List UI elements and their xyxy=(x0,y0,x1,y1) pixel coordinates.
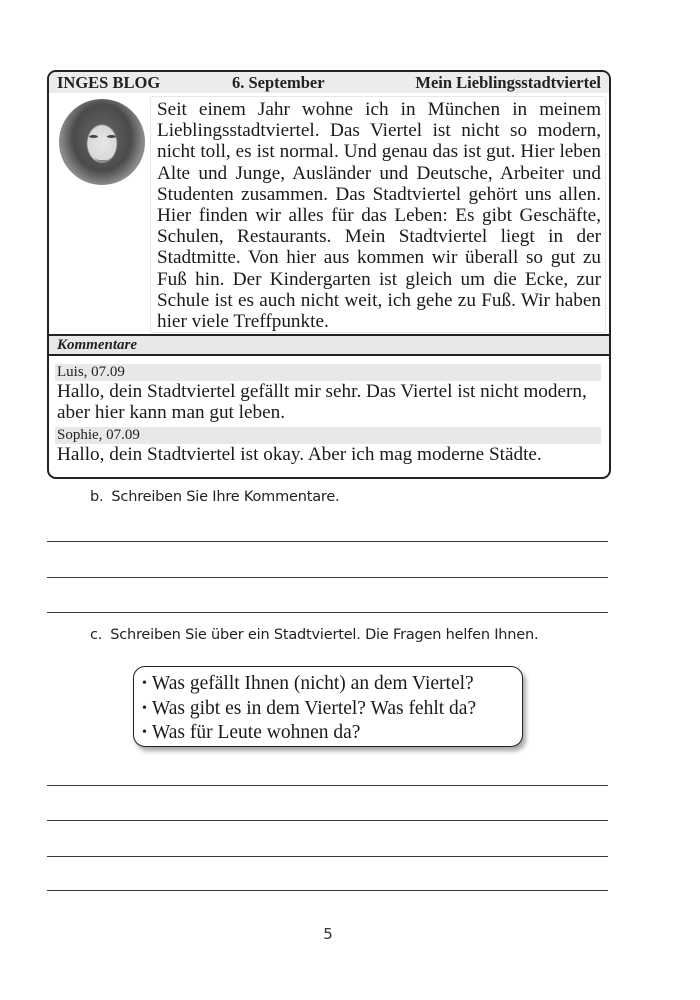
task-b-letter: b. xyxy=(90,489,104,505)
task-c-letter: c. xyxy=(90,627,103,643)
bullet-icon: • xyxy=(142,676,147,691)
avatar-mouth xyxy=(95,157,111,162)
writing-line-c4[interactable] xyxy=(47,890,608,891)
question-text: Was gefällt Ihnen (nicht) an dem Viertel? xyxy=(151,673,474,694)
guiding-questions-box xyxy=(133,666,523,747)
writing-line-c1[interactable] xyxy=(47,785,608,786)
blog-header xyxy=(49,72,609,93)
writing-line-c2[interactable] xyxy=(47,820,608,821)
task-c-instruction xyxy=(90,627,538,643)
task-b-instruction xyxy=(90,489,339,505)
writing-line-c3[interactable] xyxy=(47,856,608,857)
task-c-text: Schreiben Sie über ein Stadtviertel. Die Fragen helfen Ihnen. xyxy=(110,627,539,643)
question-item xyxy=(142,698,522,723)
question-text: Was für Leute wohnen da? xyxy=(151,722,361,743)
post-body-text: Seit einem Jahr wohne ich in München in meinem Lieblingsstadtviertel. Das Viertel ist nicht so modern, nicht toll, es ist normal. Und genau das ist gut. Hier leben Alte und Junge, Ausländer und Deutsche, Arbeiter und Studenten zusammen. Das Stadtviertel gehört uns allen. Hier finden wir alles für das Leben: Es gibt Geschäfte, Schulen, Restaurants. Mein Stadtviertel liegt in der Stadtmitte. Von hier aus kommen wir überall so gut zu Fuß hin. Der Kindergarten ist gleich um die Ecke, zur Schule ist es auch nicht weit, ich gehe zu Fuß. Wir haben hier viele Treffpunkte. xyxy=(157,99,601,333)
page-number: 5 xyxy=(323,925,333,943)
task-b-text: Schreiben Sie Ihre Kommentare. xyxy=(111,489,340,505)
bullet-icon: • xyxy=(142,725,147,740)
comment-author-date: Sophie, 07.09 xyxy=(55,427,601,444)
comment-text: Hallo, dein Stadtviertel gefällt mir sehr. Das Viertel ist nicht modern, aber hier kann man gut leben. xyxy=(57,381,587,423)
blog-post-box xyxy=(47,70,611,479)
avatar-photo-icon xyxy=(59,99,145,185)
post-body-panel xyxy=(150,96,606,333)
avatar-eye-right xyxy=(107,135,116,138)
comments-heading: Kommentare xyxy=(49,336,609,356)
comment-item xyxy=(55,427,601,465)
blog-name: INGES BLOG xyxy=(57,72,161,92)
writing-line-b2[interactable] xyxy=(47,577,608,578)
avatar-eye-left xyxy=(89,135,98,138)
writing-line-b3[interactable] xyxy=(47,612,608,613)
question-item xyxy=(142,722,522,747)
writing-line-b1[interactable] xyxy=(47,541,608,542)
post-title: Mein Lieblingsstadtviertel xyxy=(415,72,601,92)
question-text: Was gibt es in dem Viertel? Was fehlt da? xyxy=(151,697,477,719)
comment-item xyxy=(55,364,601,423)
comment-author-date: Luis, 07.09 xyxy=(55,364,601,381)
post-date: 6. September xyxy=(232,72,325,92)
question-list xyxy=(134,667,522,747)
question-item xyxy=(142,673,522,698)
bullet-icon: • xyxy=(142,700,147,716)
comment-text: Hallo, dein Stadtviertel ist okay. Aber ich mag moderne Städte. xyxy=(57,444,542,465)
